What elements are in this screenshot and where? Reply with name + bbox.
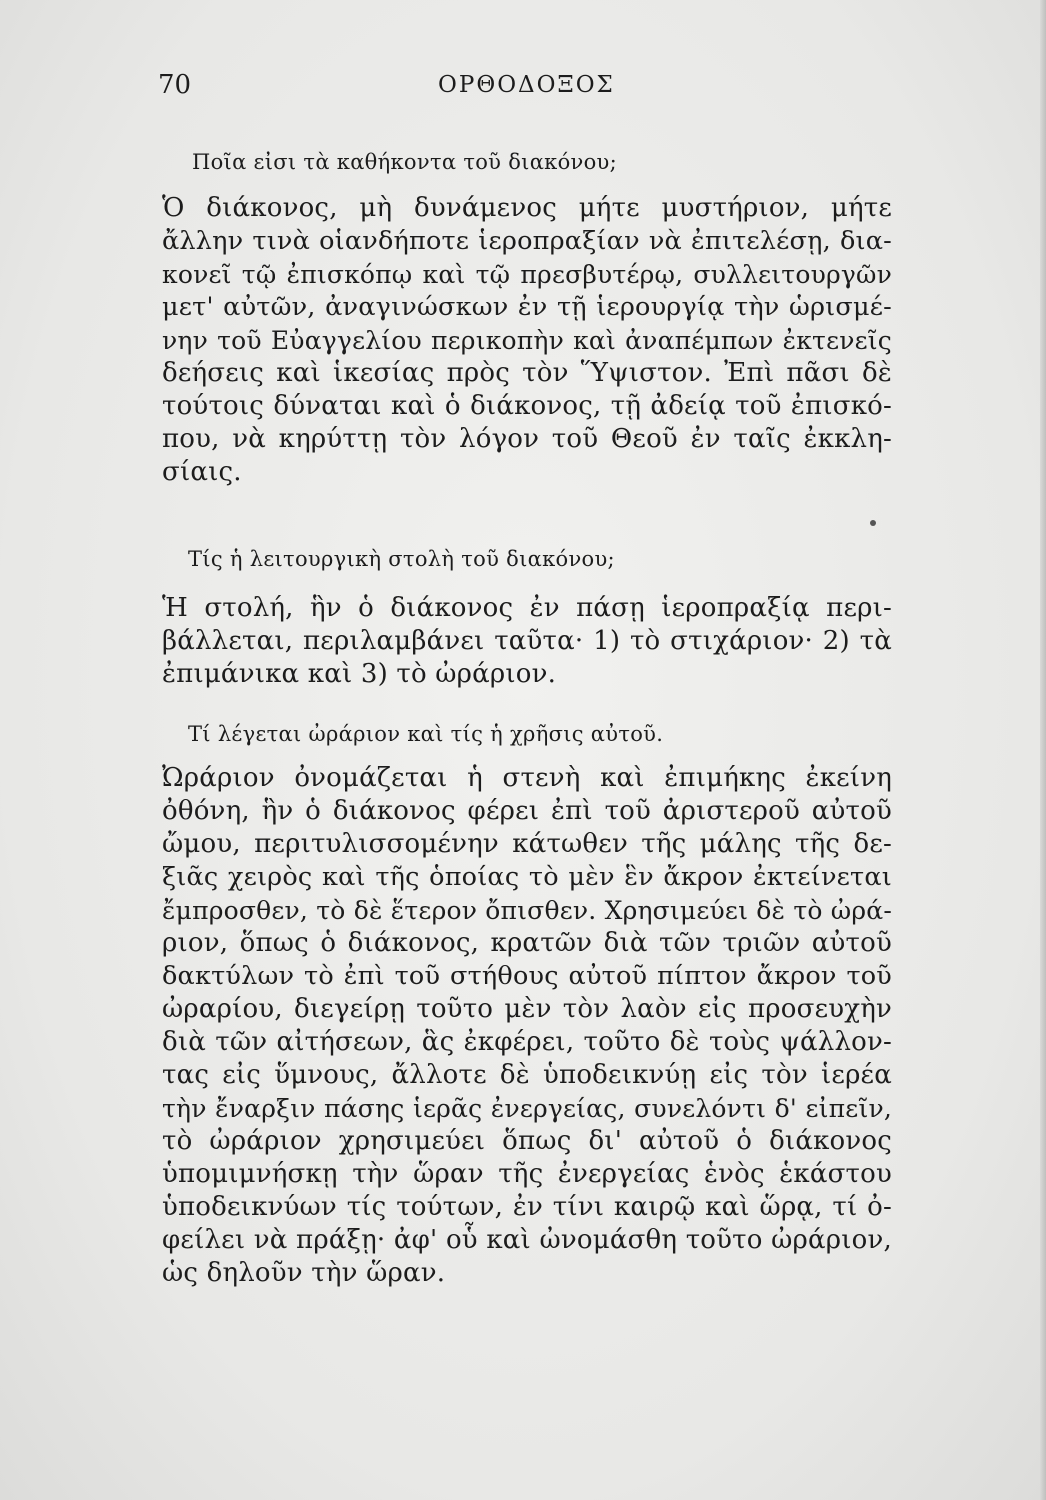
question-heading: Ποῖα εἰσι τὰ καθήκοντα τοῦ διακόνου; — [192, 150, 617, 174]
answer-paragraph — [162, 592, 892, 691]
text-line: τας εἰς ὕμνους, ἄλλοτε δὲ ὑποδεικνύῃ εἰς τὸν ἱερέα — [162, 1060, 892, 1090]
text-line: ἐπιμάνικα καὶ 3) τὸ ὠράριον. — [162, 659, 557, 689]
question-heading: Τί λέγεται ὠράριον καὶ τίς ἡ χρῆσις αὐτοῦ. — [188, 722, 664, 746]
text-line: ὠραρίου, διεγείρῃ τοῦτο μὲν τὸν λαὸν εἰς προσευχὴν — [162, 994, 892, 1024]
text-line: σίαις. — [162, 457, 242, 487]
text-line: ὑπομιμνήσκῃ τὴν ὥραν τῆς ἐνεργείας ἑνὸς ἑκάστου — [162, 1159, 892, 1189]
text-line: βάλλεται, περιλαμβάνει ταῦτα· 1) τὸ στιχάριον· 2) τὰ — [162, 626, 892, 656]
text-line: δακτύλων τὸ ἐπὶ τοῦ στήθους αὐτοῦ πίπτον ἄκρον τοῦ — [162, 961, 892, 991]
text-line: ριον, ὅπως ὁ διάκονος, κρατῶν διὰ τῶν τριῶν αὐτοῦ — [162, 928, 892, 958]
text-line: διὰ τῶν αἰτήσεων, ἃς ἐκφέρει, τοῦτο δὲ τοὺς ψάλλον- — [162, 1027, 892, 1057]
text-line: Ὠράριον ὀνομάζεται ἡ στενὴ καὶ ἐπιμήκης ἐκείνη — [162, 763, 892, 793]
text-line: δεήσεις καὶ ἱκεσίας πρὸς τὸν Ὕψιστον. Ἐπὶ πᾶσι δὲ — [162, 358, 892, 388]
page-header — [158, 70, 900, 110]
text-line: ἄλλην τινὰ οἱανδήποτε ἱεροπραξίαν νὰ ἐπιτελέσῃ, δια- — [162, 226, 892, 256]
running-title: ΟΡΘΟΔΟΞΟΣ — [438, 72, 615, 98]
text-line: κονεῖ τῷ ἐπισκόπῳ καὶ τῷ πρεσβυτέρῳ, συλλειτουργῶν — [162, 260, 892, 289]
text-line: νην τοῦ Εὐαγγελίου περικοπὴν καὶ ἀναπέμπων ἐκτενεῖς — [162, 326, 892, 355]
question-heading: Τίς ἡ λειτουργικὴ στολὴ τοῦ διακόνου; — [188, 547, 615, 571]
text-line: ὑποδεικνύων τίς τούτων, ἐν τίνι καιρῷ καὶ ὥρᾳ, τί ὀ- — [162, 1192, 892, 1222]
text-line: μετ' αὐτῶν, ἀναγινώσκων ἐν τῇ ἱερουργίᾳ τὴν ὡρισμέ- — [162, 292, 892, 322]
text-line: Ὁ διάκονος, μὴ δυνάμενος μήτε μυστήριον, μήτε — [162, 193, 892, 223]
text-line: που, νὰ κηρύττῃ τὸν λόγον τοῦ Θεοῦ ἐν ταῖς ἐκκλη- — [162, 424, 892, 454]
answer-paragraph — [162, 192, 892, 489]
text-line: ἔμπροσθεν, τὸ δὲ ἕτερον ὄπισθεν. Χρησιμεύει δὲ τὸ ὠρά- — [162, 896, 892, 925]
text-line: ὤμου, περιτυλισσομένην κάτωθεν τῆς μάλης τῆς δε- — [162, 829, 892, 859]
text-line: τὸ ὠράριον χρησιμεύει ὅπως δι' αὐτοῦ ὁ διάκονος — [162, 1126, 892, 1156]
text-line: τούτοις δύναται καὶ ὁ διάκονος, τῇ ἀδείᾳ τοῦ ἐπισκό- — [162, 391, 892, 421]
page-number: 70 — [158, 70, 192, 100]
ink-speck — [870, 520, 876, 526]
text-line: ὡς δηλοῦν τὴν ὥραν. — [162, 1258, 446, 1288]
text-line: τὴν ἔναρξιν πάσης ἱερᾶς ἐνεργείας, συνελόντι δ' εἰπεῖν, — [162, 1094, 892, 1123]
text-line: ὀθόνη, ἣν ὁ διάκονος φέρει ἐπὶ τοῦ ἀριστεροῦ αὐτοῦ — [162, 796, 892, 826]
page-edge-shadow — [1040, 0, 1046, 1500]
answer-paragraph — [162, 762, 892, 1290]
text-line: ξιᾶς χειρὸς καὶ τῆς ὁποίας τὸ μὲν ἓν ἄκρον ἐκτείνεται — [162, 862, 892, 892]
text-line: Ἡ στολή, ἣν ὁ διάκονος ἐν πάσῃ ἱεροπραξίᾳ περι- — [162, 593, 892, 623]
text-line: φείλει νὰ πράξῃ· ἀφ' οὗ καὶ ὠνομάσθη τοῦτο ὠράριον, — [162, 1225, 892, 1255]
